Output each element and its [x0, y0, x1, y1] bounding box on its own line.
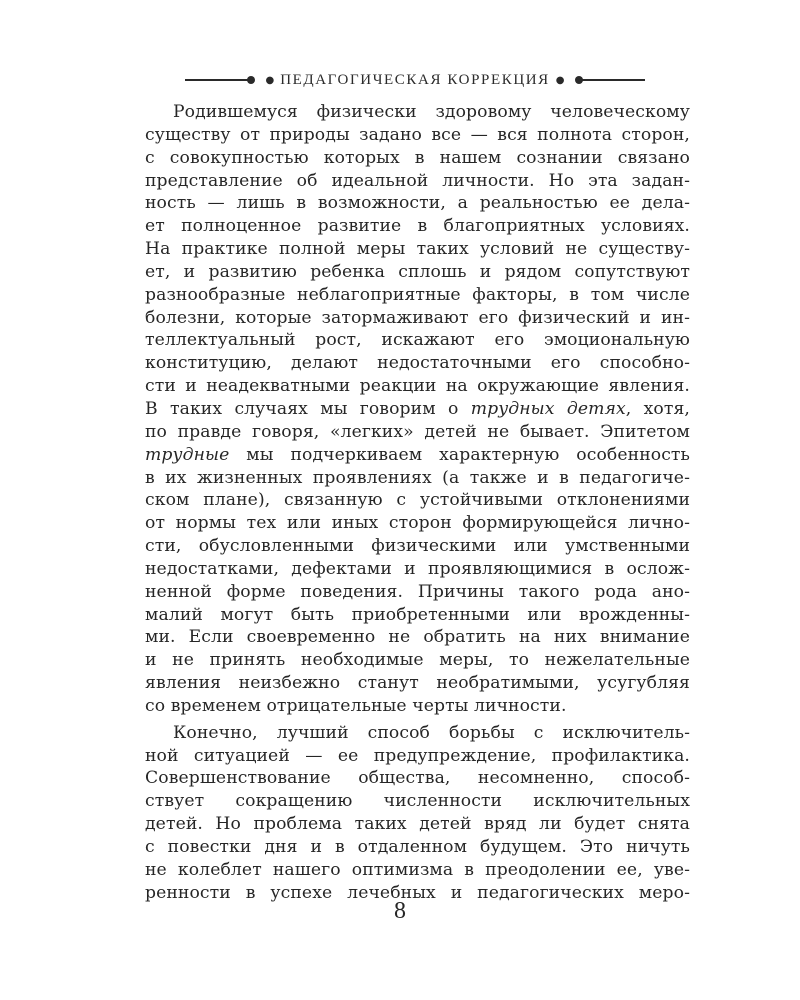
- text-line: ренности в успехе лечебных и педагогических меро-: [145, 882, 690, 903]
- text-line: ной ситуацией — ее предупреждение, профилактика.: [145, 745, 690, 766]
- text-line: ет, и развитию ребенка сплошь и рядом сопутствуют: [145, 261, 690, 282]
- body-text: [145, 101, 690, 905]
- page-number: 8: [394, 898, 406, 924]
- text-line: детей. Но проблема таких детей вряд ли будет снята: [145, 814, 690, 835]
- text-line: по правде говоря, «легких» детей не бывает. Эпитетом: [145, 421, 690, 442]
- text-line: в их жизненных проявлениях (а также и в педагогиче-: [145, 467, 690, 488]
- text-line: Конечно, лучший способ борьбы с исключитель-: [173, 722, 690, 743]
- text-line: На практике полной меры таких условий не существу-: [145, 239, 690, 260]
- text-line: существу от природы задано все — вся полнота сторон,: [145, 124, 690, 145]
- text-line: ствует сокращению численности исключительных: [145, 791, 690, 812]
- running-header: [185, 66, 645, 94]
- text-line: теллектуальный рост, искажают его эмоциональную: [145, 330, 690, 351]
- text-line: ском плане), связанную с устойчивыми отклонениями: [145, 490, 690, 511]
- text-line: недостатками, дефектами и проявляющимися в ослож-: [145, 558, 690, 579]
- text-line: ми. Если своевременно не обратить на них внимание: [145, 627, 690, 648]
- text-line: не колеблет нашего оптимизма в преодолении ее, уве-: [145, 859, 690, 880]
- header-ornament-left: [185, 79, 253, 81]
- header-bullet-left: ●: [265, 74, 275, 86]
- text-line: явления неизбежно станут необратимыми, усугубляя: [145, 673, 690, 694]
- text-segment: мы подчеркиваем характерную особенность: [229, 444, 690, 465]
- running-head-title: ПЕДАГОГИЧЕСКАЯ КОРРЕКЦИЯ: [280, 71, 550, 88]
- text-line-with-italic: [145, 398, 690, 421]
- text-line: сти и неадекватными реакции на окружающие явления.: [145, 376, 690, 397]
- text-line: ненной форме поведения. Причины такого рода ано-: [145, 581, 690, 602]
- header-bullet-right: ●: [555, 74, 565, 86]
- text-line-with-italic: [145, 444, 690, 467]
- text-line: с повестки дня и в отдаленном будущем. Это ничуть: [145, 837, 690, 857]
- text-line: Совершенствование общества, несомненно, способ-: [145, 768, 690, 789]
- text-line: конституцию, делают недостаточными его способно-: [145, 353, 690, 374]
- text-line: ность — лишь в возможности, а реальностью ее дела-: [145, 193, 690, 214]
- text-segment: В таких случаях мы говорим о: [145, 398, 471, 419]
- text-segment: , хотя,: [625, 398, 690, 419]
- header-ornament-right: [577, 79, 645, 81]
- text-line: от нормы тех или иных сторон формирующейся лично-: [145, 513, 690, 534]
- text-line: малий могут быть приобретенными или врожденны-: [145, 604, 690, 625]
- italic-term-difficult: трудные: [145, 444, 230, 465]
- text-line: со временем отрицательные черты личности.: [145, 695, 567, 716]
- text-line: ет полноценное развитие в благоприятных условиях.: [145, 216, 690, 237]
- text-line: болезни, которые затормаживают его физический и ин-: [145, 307, 690, 328]
- text-line: с совокупностью которых в нашем сознании связано: [145, 147, 690, 168]
- text-line: и не принять необходимые меры, то нежелательные: [145, 650, 690, 671]
- text-line: разнообразные неблагоприятные факторы, в том числе: [145, 284, 690, 305]
- text-line: Родившемуся физически здоровому человеческому: [173, 102, 690, 122]
- text-line: сти, обусловленными физическими или умственными: [145, 536, 690, 557]
- text-line: представление об идеальной личности. Но эта задан-: [145, 170, 690, 191]
- italic-term-difficult-children: трудных детях: [470, 398, 626, 419]
